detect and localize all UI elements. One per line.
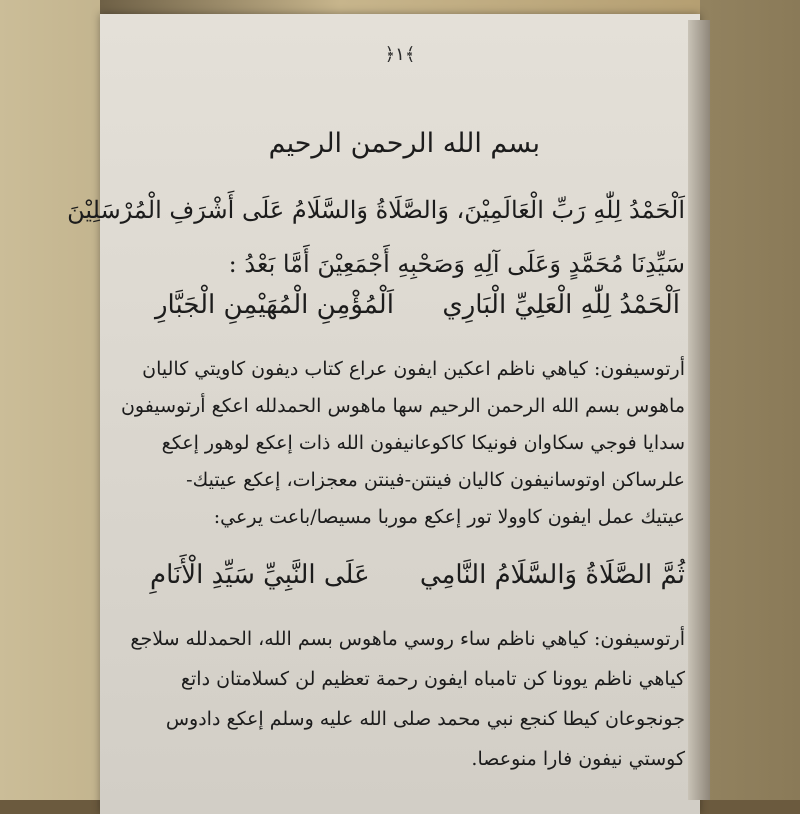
verse-2-left-hemistich: عَلَى النَّبِيِّ سَيِّدِ الْأَنَامِ xyxy=(150,560,370,590)
basmala-heading: بسم الله الرحمن الرحيم xyxy=(268,128,540,159)
intro-line-1: اَلْحَمْدُ لِلّٰهِ رَبِّ الْعَالَمِيْنَ، وَالصَّلَاةُ وَالسَّلَامُ عَلَى أَشْرَفِ الْمُرْسَلِيْنَ xyxy=(67,196,685,224)
intro-line-2: سَيِّدِنَا مُحَمَّدٍ وَعَلَى آلِهِ وَصَحْبِهِ أَجْمَعِيْنَ أَمَّا بَعْدُ : xyxy=(228,250,685,278)
commentary-2-line-2: كياهي ناظم يوونا كن تامباه ايفون رحمة تعظيم لن كسلامتان داتع xyxy=(180,668,685,690)
verse-2-right-hemistich: ثُمَّ الصَّلَاةُ وَالسَّلَامُ النَّامِي xyxy=(419,560,685,590)
commentary-2-line-3: جونجوعان كيطا كنجع نبي محمد صلى الله عليه وسلم إعكع دادوس xyxy=(165,708,685,730)
commentary-1-line-5: عيتيك عمل ايفون كاوولا تور إعكع موربا مسيصا/باعت يرعي: xyxy=(213,506,685,528)
verse-1-right-hemistich: اَلْحَمْدُ لِلّٰهِ الْعَلِيِّ الْبَارِي xyxy=(442,290,680,320)
page-edge xyxy=(688,20,710,800)
page-number: ﴿١﴾ xyxy=(384,44,416,65)
commentary-2-line-1: أرتوسيفون: كياهي ناظم ساء روسي ماهوس بسم الله، الحمدلله سلاجع xyxy=(130,628,685,650)
commentary-1-line-3: سدايا فوجي سكاوان فونيكا كاكوعانيفون الله ذات إعكع لوهور إعكع xyxy=(161,432,685,454)
commentary-1-line-1: أرتوسيفون: كياهي ناظم اعكين ايفون عراع كتاب ديفون كاويتي كاليان xyxy=(142,358,685,380)
commentary-1-line-4: علرساكن اوتوسانيفون كاليان فينتن-فينتن معجزات، إعكع عيتيك- xyxy=(186,469,685,491)
commentary-2-line-4: كوستي نيفون فارا منوعصا. xyxy=(471,748,685,770)
commentary-1-line-2: ماهوس بسم الله الرحمن الرحيم سها ماهوس الحمدلله اعكع أرتوسيفون xyxy=(120,395,685,417)
verse-1-left-hemistich: اَلْمُؤْمِنِ الْمُهَيْمِنِ الْجَبَّارِ xyxy=(155,290,394,320)
